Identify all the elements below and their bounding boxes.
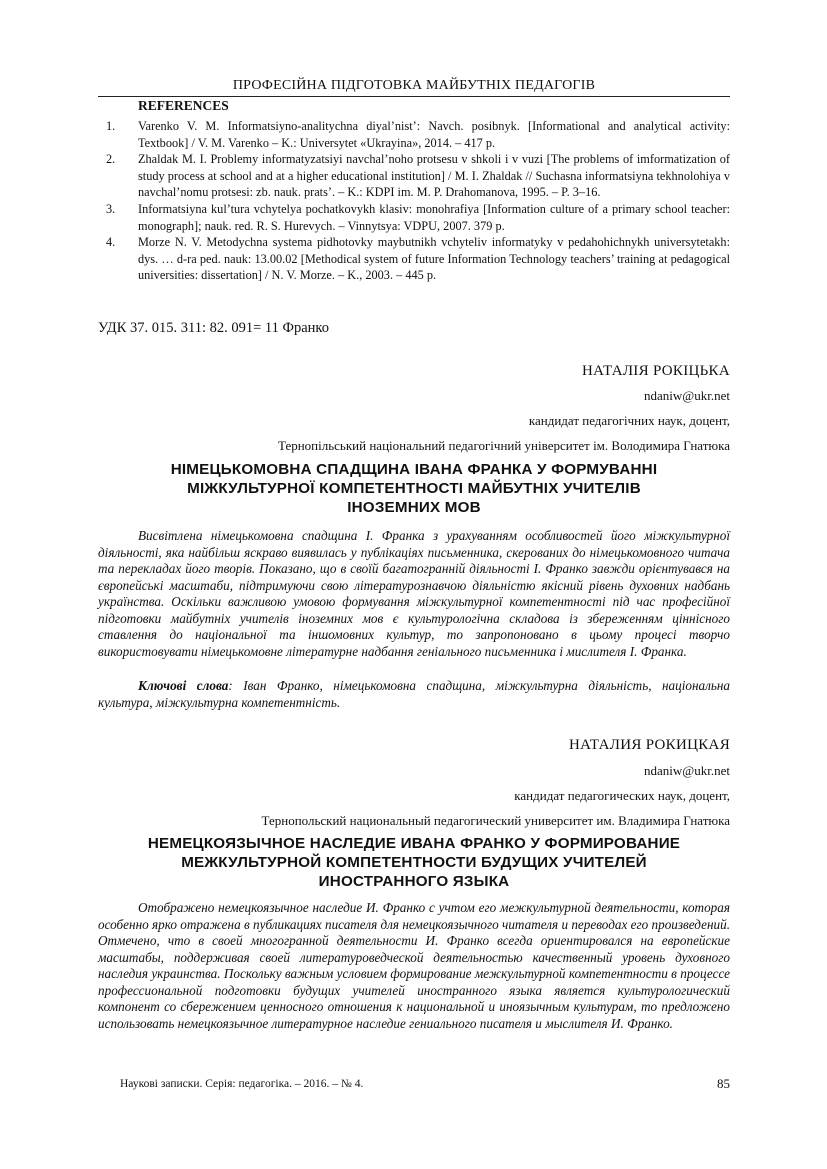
author-name-ru xyxy=(98,737,730,754)
reference-item xyxy=(98,234,730,284)
title-line: НІМЕЦЬКОМОВНА СПАДЩИНА ІВАНА ФРАНКА У ФОРМУВАННІ xyxy=(170,461,658,478)
author-name-uk xyxy=(98,363,730,380)
references-list xyxy=(98,118,730,284)
title-line: ІНОЗЕМНИХ МОВ xyxy=(347,499,481,516)
header-rule xyxy=(98,96,730,97)
article-title-uk xyxy=(98,460,730,517)
references-heading: REFERENCES xyxy=(138,98,229,113)
author-affiliation-uk: Тернопільський національний педагогічний університет ім. Володимира Гнатюка xyxy=(278,438,730,453)
page-number: 85 xyxy=(717,1076,730,1091)
reference-number: 4. xyxy=(106,235,116,250)
reference-text: Morze N. V. Metodychna systema pidhotovky maybutnikh vchyteliv informatyky v pedahohichnykh universytetakh: dys. … d-ra ped. nauk: 13.00.02 [Methodical system of future Information Technology teachers’ training at pedagogical universities: dissertation] / N. V. Morze. – K., 2003. – 445 p. xyxy=(138,235,730,283)
reference-number: 3. xyxy=(106,201,116,216)
author-degree-ru: кандидат педагогических наук, доцент, xyxy=(514,788,730,803)
reference-text: Zhaldak M. I. Problemy informatyzatsiyi navchal’noho protsesu v shkoli i v vuzi [The problems of imformatization of study process at school and at a higher educational institution] / M. I. Zhaldak // Suchasna informatsiyna tekhnolohiya v navchal’nomu protsesi: zb. nauk. prats’. – K.: KDPI im. M. P. Drahomanova, 1995. – P. 3–16. xyxy=(138,152,730,200)
reference-item xyxy=(98,201,730,234)
keywords-uk xyxy=(98,678,730,711)
reference-text: Varenko V. M. Informatsiyno-analitychna diyal’nist’: Navch. posibnyk. [Informational and analytical activity: Textbook] / V. M. Varenko – K.: Universytet «Ukrayina», 2014. – 417 p. xyxy=(138,119,730,150)
running-head: ПРОФЕСІЙНА ПІДГОТОВКА МАЙБУТНІХ ПЕДАГОГІВ xyxy=(232,78,596,93)
title-line: ИНОСТРАННОГО ЯЗЫКА xyxy=(318,873,510,890)
keywords-text: : Іван Франко, німецькомовна спадщина, міжкультурна діяльність, національна культура, міжкультурна компетентність. xyxy=(98,678,730,710)
article-title-ru xyxy=(98,834,730,891)
abstract-uk: Висвітлена німецькомовна спадщина І. Франка з урахуванням особливостей його міжкультурної діяльності, яка найбільш яскраво виявилась у публікаціях письменника, скерованих до німецькомовного читача та перекладах його творів. Показано, що в своїй багатогранній діяльності І. Франко завжди орієнтувався на європейські масштаби, підтримуючи свою літературознавчою діяльністю якісний рівень духовних надбань українства. Оскільки важливою умовою формування міжкультурної компетентності під час професійної підготовки майбутніх учителів іноземних мов є культурологічна складова із збереженням ціннісного ставлення до національної та іншомовних культур, то запропоновано в цьому процесі творчо використовувати німецькомовне літературне надбання геніального письменника і мислителя І. Франка. xyxy=(98,528,730,659)
title-line: МЕЖКУЛЬТУРНОЙ КОМПЕТЕНТНОСТИ БУДУЩИХ УЧИТЕЛЕЙ xyxy=(181,854,647,871)
udc-code: УДК 37. 015. 311: 82. 091= 11 Франко xyxy=(98,320,329,336)
title-line: МІЖКУЛЬТУРНОЇ КОМПЕТЕНТНОСТІ МАЙБУТНІХ УЧИТЕЛІВ xyxy=(187,480,641,497)
abstract-ru: Отображено немецкоязычное наследие И. Франко с учтом его межкультурной деятельности, которая особенно ярко отражена в публикациях писателя для немецкоязычного читателя и переводах его произведений. Отмечено, что в своей многогранной деятельности И. Франко всегда ориентировался на европейские масштабы, поддерживая своей литературоведческой деятельностью качественный уровень духовного наследия украинства. Поскольку важным условием формирование межкультурной компетентности в процессе профессиональной подготовки будущих учителей иностранного языка является культурологический компонент со сбережением ценносного отношения к национальной и иноязычным культурам, то предложено использовать немецкоязычное литературное наследие гениального писателя и мыслителя И. Франко. xyxy=(98,900,730,1031)
author-email-ru: ndaniw@ukr.net xyxy=(644,763,730,778)
reference-number: 2. xyxy=(106,152,116,167)
reference-text: Informatsiyna kul’tura vchytelya pochatkovykh klasiv: monohrafiya [Information culture of a primary school teacher: monograph]; nauk. red. R. S. Hurevych. – Vinnytsya: VDPU, 2007. 379 p. xyxy=(138,201,730,233)
title-line: НЕМЕЦКОЯЗЫЧНОЕ НАСЛЕДИЕ ИВАНА ФРАНКО У ФОРМИРОВАНИЕ xyxy=(147,835,681,852)
author-name-text: НАТАЛІЯ РОКІЦЬКА xyxy=(582,363,730,379)
author-degree-uk: кандидат педагогічних наук, доцент, xyxy=(528,413,730,428)
reference-item xyxy=(98,118,730,151)
footer-journal: Наукові записки. Серія: педагогіка. – 2016. – № 4. xyxy=(120,1078,364,1090)
keywords-label: Ключові слова xyxy=(138,678,229,693)
reference-item xyxy=(98,151,730,201)
author-name-text: НАТАЛИЯ РОКИЦКАЯ xyxy=(568,737,730,753)
author-email-uk: ndaniw@ukr.net xyxy=(644,388,730,403)
author-affiliation-ru: Тернопольский национальный педагогический университет им. Владимира Гнатюка xyxy=(261,813,730,828)
reference-number: 1. xyxy=(106,119,116,133)
